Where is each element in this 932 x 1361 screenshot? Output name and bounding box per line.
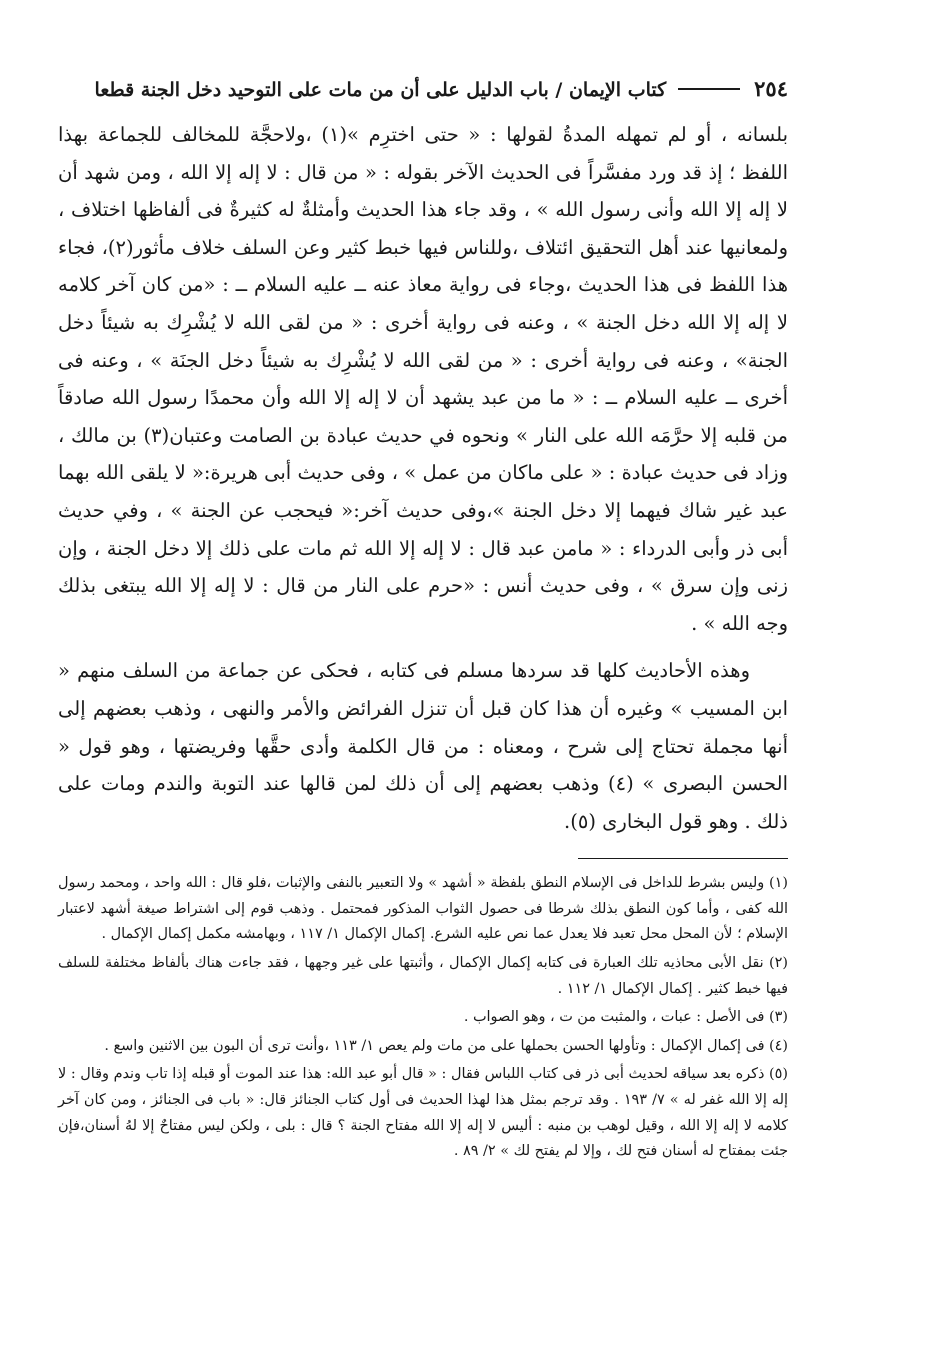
footnotes <box>58 871 788 1165</box>
footnote: (٥) ذكره بعد سياقه لحديث أبى ذر فى كتاب اللباس فقال : « قال أبو عبد الله: هذا عند الموت أو قبله إذا تاب وندم وقال : لا إله إلا الله غفر له » ٧/ ١٩٣ . وقد ترجم بمثل هذا لهذا الحديث فى أول كتاب الجنائز قال: « باب فى الجنائز ، ومن كان آخر كلامه لا إله إلا الله ، وقيل لوهب بن منبه : أليس لا إله إلا الله مفتاح الجنة ؟ قال : بلى ، ولكن ليس مفتاحٌ إلا لهُ أسنان،فإن جئت بمفتاح له أسنان فتح لك ، وإلا لم يفتح لك » ٢/ ٨٩ . <box>58 1066 788 1160</box>
footnote: (١) وليس بشرط للداخل فى الإسلام النطق بلفظة « أشهد » ولا التعبير بالنفى والإثبات ،فلو قال : الله واحد ، ومحمد رسول الله كفى ، وأما كون النطق بذلك شرطا فى حصول الثواب المذكور فمحتمل . وذهب قوم إلى اشتراط صيغة أشهد لاعتبار الإسلام ؛ لأن المحل محل تعبد فلا يعدل عما نص عليه الشرع. إكمال الإكمال ١/ ١١٧ ، وبهامشه مكمل إكمال الإكمال . <box>58 875 788 943</box>
page <box>58 72 788 1168</box>
paragraph: وهذه الأحاديث كلها قد سردها مسلم فى كتابه ، فحكى عن جماعة من السلف منهم « ابن المسيب » وغيره أن هذا كان قبل أن تنزل الفرائض والأمر والنهى ، وذهب بعضهم إلى أنها مجملة تحتاج إلى شرح ، ومعناه : من قال الكلمة وأدى حقَّها وفريضتها ، وهو قول « الحسن البصرى » (٤) وذهب بعضهم إلى أن ذلك لمن قالها عند التوبة والندم ومات على ذلك . وهو قول البخارى (٥). <box>58 659 789 833</box>
header-rule <box>678 88 740 90</box>
footnote: (٤) فى إكمال الإكمال : وتأولها الحسن بحملها على من مات ولم يعص ١/ ١١٣ ،وأنت ترى أن البون بين الاثنين واسع . <box>104 1037 788 1054</box>
paragraph: بلسانه ، أو لم تمهله المدةُ لقولها : « حتى اخترِم »(١) ،ولاحجَّة للمخالف للجماعة بهذا اللفظ ؛ إذ قد ورد مفسَّراً فى الحديث الآخر بقوله : « من قال : لا إله إلا الله ، ومن شهد أن لا إله إلا الله وأنى رسول الله » ، وقد جاء هذا الحديث وأمثلةٌ له كثيرةٌ فى ألفاظها اختلاف ، ولمعانيها عند أهل التحقيق ائتلاف ،وللناس فيها خبط كثير وعن السلف خلاف مأثور(٢)، فجاء هذا اللفظ فى هذا الحديث ،وجاء فى رواية معاذ عنه ــ عليه السلام ــ : «من كان آخر كلامه لا إله إلا الله دخل الجنة » ، وعنه فى رواية أخرى : « من لقى الله لا يُشْرِك به شيئاً دخل الجنة» ، وعنه فى رواية أخرى : « من لقى الله لا يُشْرِك به شيئاً دخل الجنَة » ، وعنه فى أخرى ــ عليه السلام ــ : « ما من عبد يشهد أن لا إله إلا الله وأن محمدًا رسول الله صادقاً من قلبه إلا حرَّمَه الله على النار » ونحوه في حديث عبادة بن الصامت وعتبان(٣) بن مالك ، وزاد فى حديث عبادة : « على ماكان من عمل » ، وفى حديث أبى هريرة:« لا يلقى الله بهما عبد غير شاك فيهما إلا دخل الجنة »،وفى حديث آخر:« فيحجب عن الجنة » ، وفي حديث أبى ذر وأبى الدرداء : « مامن عبد قال : لا إله إلا الله ثم مات على ذلك إلا دخل الجنة ، وإن زنى وإن سرق » ، وفى حديث أنس : «حرم على النار من قال : لا إله إلا الله يبتغى بذلك وجه الله » . <box>58 123 789 635</box>
running-header <box>58 72 788 106</box>
main-text <box>58 116 788 840</box>
footnote: (٢) نقل الأبى محاذيه تلك العبارة فى كتابه إكمال الإكمال ، وأثبتها على غير وجهها ، فقد جاءت هناك بألفاظ مختلفة للسلف فيها خبط كثير . إكمال الإكمال ١/ ١١٢ . <box>58 955 788 997</box>
running-title: كتاب الإيمان / باب الدليل على أن من مات على التوحيد دخل الجنة قطعا <box>94 79 667 101</box>
footnote-divider <box>578 858 788 859</box>
footnote: (٣) فى الأصل : عبات ، والمثبت من ت ، وهو الصواب . <box>463 1009 788 1026</box>
page-number: ٢٥٤ <box>754 76 788 101</box>
